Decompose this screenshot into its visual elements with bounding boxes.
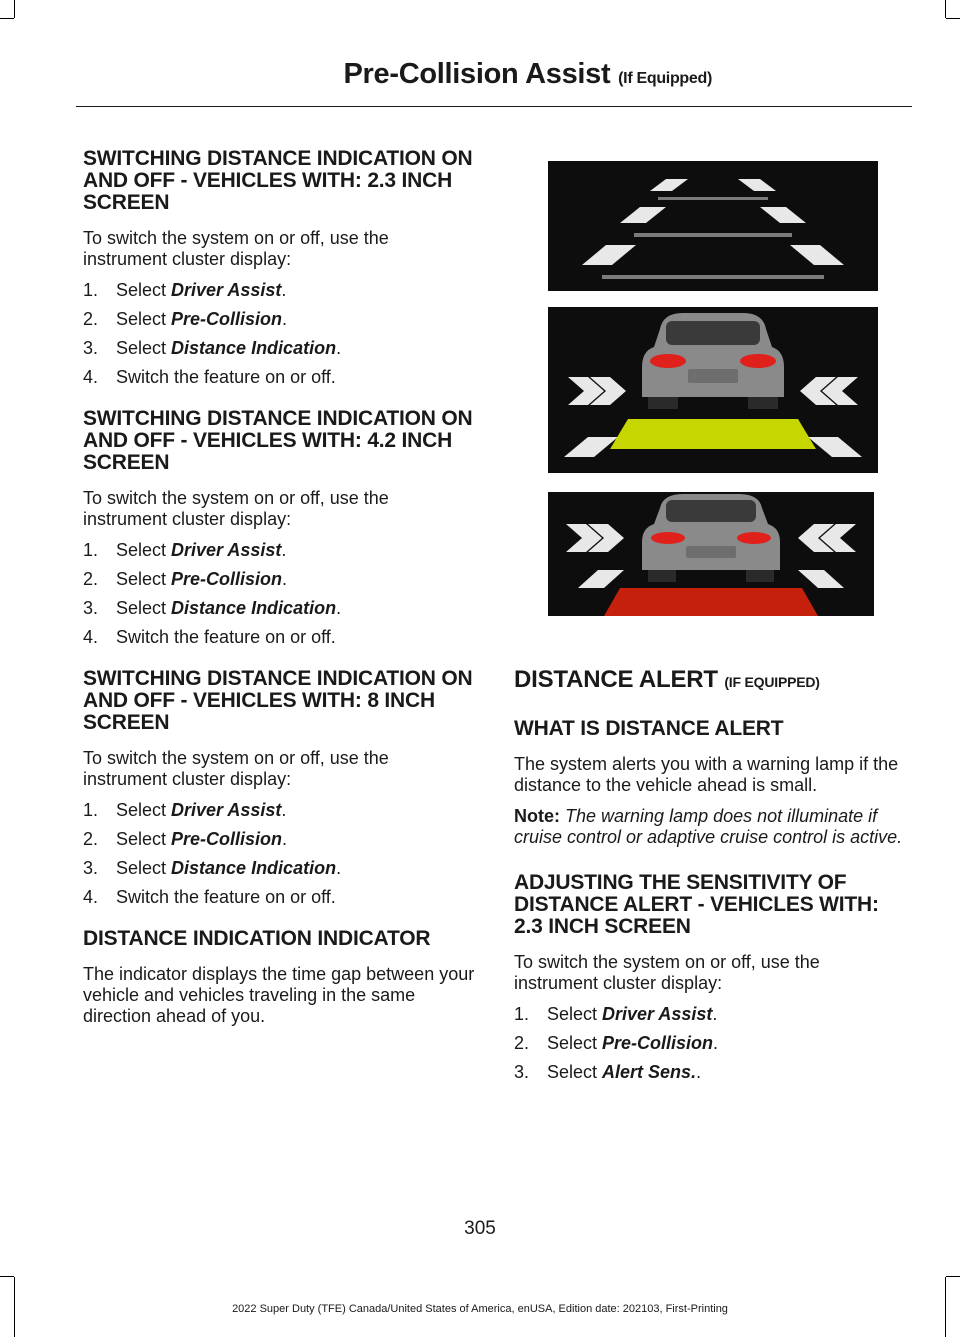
step-text: Select Pre-Collision.: [116, 309, 288, 329]
step-item: [83, 540, 476, 561]
menu-option: Driver Assist: [602, 1004, 713, 1024]
distance-indication-figure-empty: [548, 161, 878, 291]
menu-option: Driver Assist: [171, 540, 282, 560]
note-text: The warning lamp does not illuminate if cruise control or adaptive cruise control is active.: [514, 806, 903, 847]
step-item: [83, 367, 476, 388]
step-text: Select Alert Sens..: [547, 1062, 702, 1082]
menu-option: Distance Indication: [171, 338, 337, 358]
step-text: Select Driver Assist.: [116, 800, 287, 820]
step-number: 2.: [514, 1033, 530, 1053]
heading-what-is-distance-alert: WHAT IS DISTANCE ALERT: [514, 717, 784, 740]
step-number: 3.: [83, 338, 99, 358]
section-heading: DISTANCE INDICATION INDICATOR: [83, 927, 431, 950]
steps-list: [83, 280, 476, 388]
section-intro: To switch the system on or off, use the instrument cluster display:: [83, 748, 389, 789]
step-number: 1.: [514, 1004, 530, 1024]
note-label: Note:: [514, 806, 560, 826]
step-text: Select Pre-Collision.: [116, 569, 288, 589]
road-lanes-graphic: [548, 161, 878, 291]
step-item: [83, 309, 476, 330]
section-heading: SWITCHING DISTANCE INDICATION ON AND OFF - VEHICLES WITH: 8 INCH SCREEN: [83, 667, 473, 734]
crop-mark: [0, 18, 14, 19]
what-is-distance-alert-text: The system alerts you with a warning lamp if the distance to the vehicle ahead is small.: [514, 754, 899, 795]
adjust-steps-list: [514, 1004, 907, 1083]
step-text: Select Distance Indication.: [116, 858, 342, 878]
step-number: 1.: [83, 800, 99, 820]
distance-alert-title: DISTANCE ALERT: [514, 666, 718, 693]
menu-option: Pre-Collision: [171, 569, 283, 589]
step-number: 2.: [83, 569, 99, 589]
step-item: [83, 858, 476, 879]
step-item: [83, 800, 476, 821]
page-footer: 2022 Super Duty (TFE) Canada/United States of America, enUSA, Edition date: 202103, First-Printing: [232, 1303, 728, 1315]
distance-indication-figure-red: [548, 492, 874, 616]
crop-mark: [946, 1276, 960, 1277]
step-item: [83, 280, 476, 301]
crop-mark: [0, 1276, 14, 1277]
step-text: Switch the feature on or off.: [116, 627, 336, 647]
step-item: [514, 1062, 907, 1083]
right-column: [514, 666, 907, 1103]
step-text: Select Pre-Collision.: [116, 829, 288, 849]
step-item: [83, 829, 476, 850]
section-intro: To switch the system on or off, use the instrument cluster display:: [83, 228, 389, 269]
step-text: Select Driver Assist.: [547, 1004, 718, 1024]
menu-option: Pre-Collision: [171, 829, 283, 849]
menu-option: Driver Assist: [171, 800, 282, 820]
step-number: 2.: [83, 309, 99, 329]
left-section: [83, 408, 476, 648]
car-ahead-green-graphic: [548, 307, 878, 473]
step-number: 1.: [83, 540, 99, 560]
menu-option: Pre-Collision: [171, 309, 283, 329]
step-number: 4.: [83, 367, 99, 387]
section-heading: SWITCHING DISTANCE INDICATION ON AND OFF - VEHICLES WITH: 4.2 INCH SCREEN: [83, 407, 473, 474]
step-item: [514, 1033, 907, 1054]
step-item: [83, 598, 476, 619]
car-rear-icon: [642, 494, 780, 582]
step-item: [83, 338, 476, 359]
step-number: 1.: [83, 280, 99, 300]
section-title-distance-alert: [514, 666, 907, 694]
page-header-title: [343, 58, 712, 91]
crop-mark: [946, 18, 960, 19]
left-section: [83, 928, 476, 1027]
steps-list: [83, 800, 476, 908]
section-heading: SWITCHING DISTANCE INDICATION ON AND OFF - VEHICLES WITH: 2.3 INCH SCREEN: [83, 147, 473, 214]
header-title-suffix: (If Equipped): [618, 70, 712, 87]
step-item: [514, 1004, 907, 1025]
step-number: 3.: [83, 598, 99, 618]
distance-indication-figure-green: [548, 307, 878, 473]
left-section: [83, 148, 476, 388]
section-intro: To switch the system on or off, use the instrument cluster display:: [83, 488, 389, 529]
steps-list: [83, 540, 476, 648]
menu-option: Distance Indication: [171, 598, 337, 618]
step-number: 4.: [83, 887, 99, 907]
heading-adjusting-sensitivity: ADJUSTING THE SENSITIVITY OF DISTANCE ALERT - VEHICLES WITH: 2.3 INCH SCREEN: [514, 871, 879, 938]
step-number: 2.: [83, 829, 99, 849]
note-paragraph: [514, 806, 907, 848]
step-item: [83, 627, 476, 648]
menu-option: Pre-Collision: [602, 1033, 714, 1053]
car-rear-icon: [642, 313, 784, 409]
crop-mark: [945, 0, 946, 18]
step-number: 4.: [83, 627, 99, 647]
adjust-intro-text: To switch the system on or off, use the instrument cluster display:: [514, 952, 820, 993]
page-number: 305: [464, 1218, 496, 1239]
step-number: 3.: [514, 1062, 530, 1082]
left-column: [83, 148, 476, 1037]
step-text: Select Driver Assist.: [116, 540, 287, 560]
header-title-text: Pre-Collision Assist: [343, 58, 611, 90]
step-number: 3.: [83, 858, 99, 878]
step-text: Select Driver Assist.: [116, 280, 287, 300]
distance-alert-title-suffix: (IF EQUIPPED): [724, 674, 820, 690]
step-text: Select Distance Indication.: [116, 598, 342, 618]
header-divider: [76, 106, 912, 107]
step-item: [83, 887, 476, 908]
section-intro: The indicator displays the time gap between your vehicle and vehicles traveling in the same direction ahead of you.: [83, 964, 475, 1026]
menu-option: Driver Assist: [171, 280, 282, 300]
menu-option: Distance Indication: [171, 858, 337, 878]
crop-mark: [14, 0, 15, 18]
step-text: Select Distance Indication.: [116, 338, 342, 358]
step-item: [83, 569, 476, 590]
left-section: [83, 668, 476, 908]
step-text: Switch the feature on or off.: [116, 367, 336, 387]
car-ahead-red-graphic: [548, 492, 874, 616]
step-text: Select Pre-Collision.: [547, 1033, 719, 1053]
step-text: Switch the feature on or off.: [116, 887, 336, 907]
menu-option: Alert Sens.: [602, 1062, 697, 1082]
